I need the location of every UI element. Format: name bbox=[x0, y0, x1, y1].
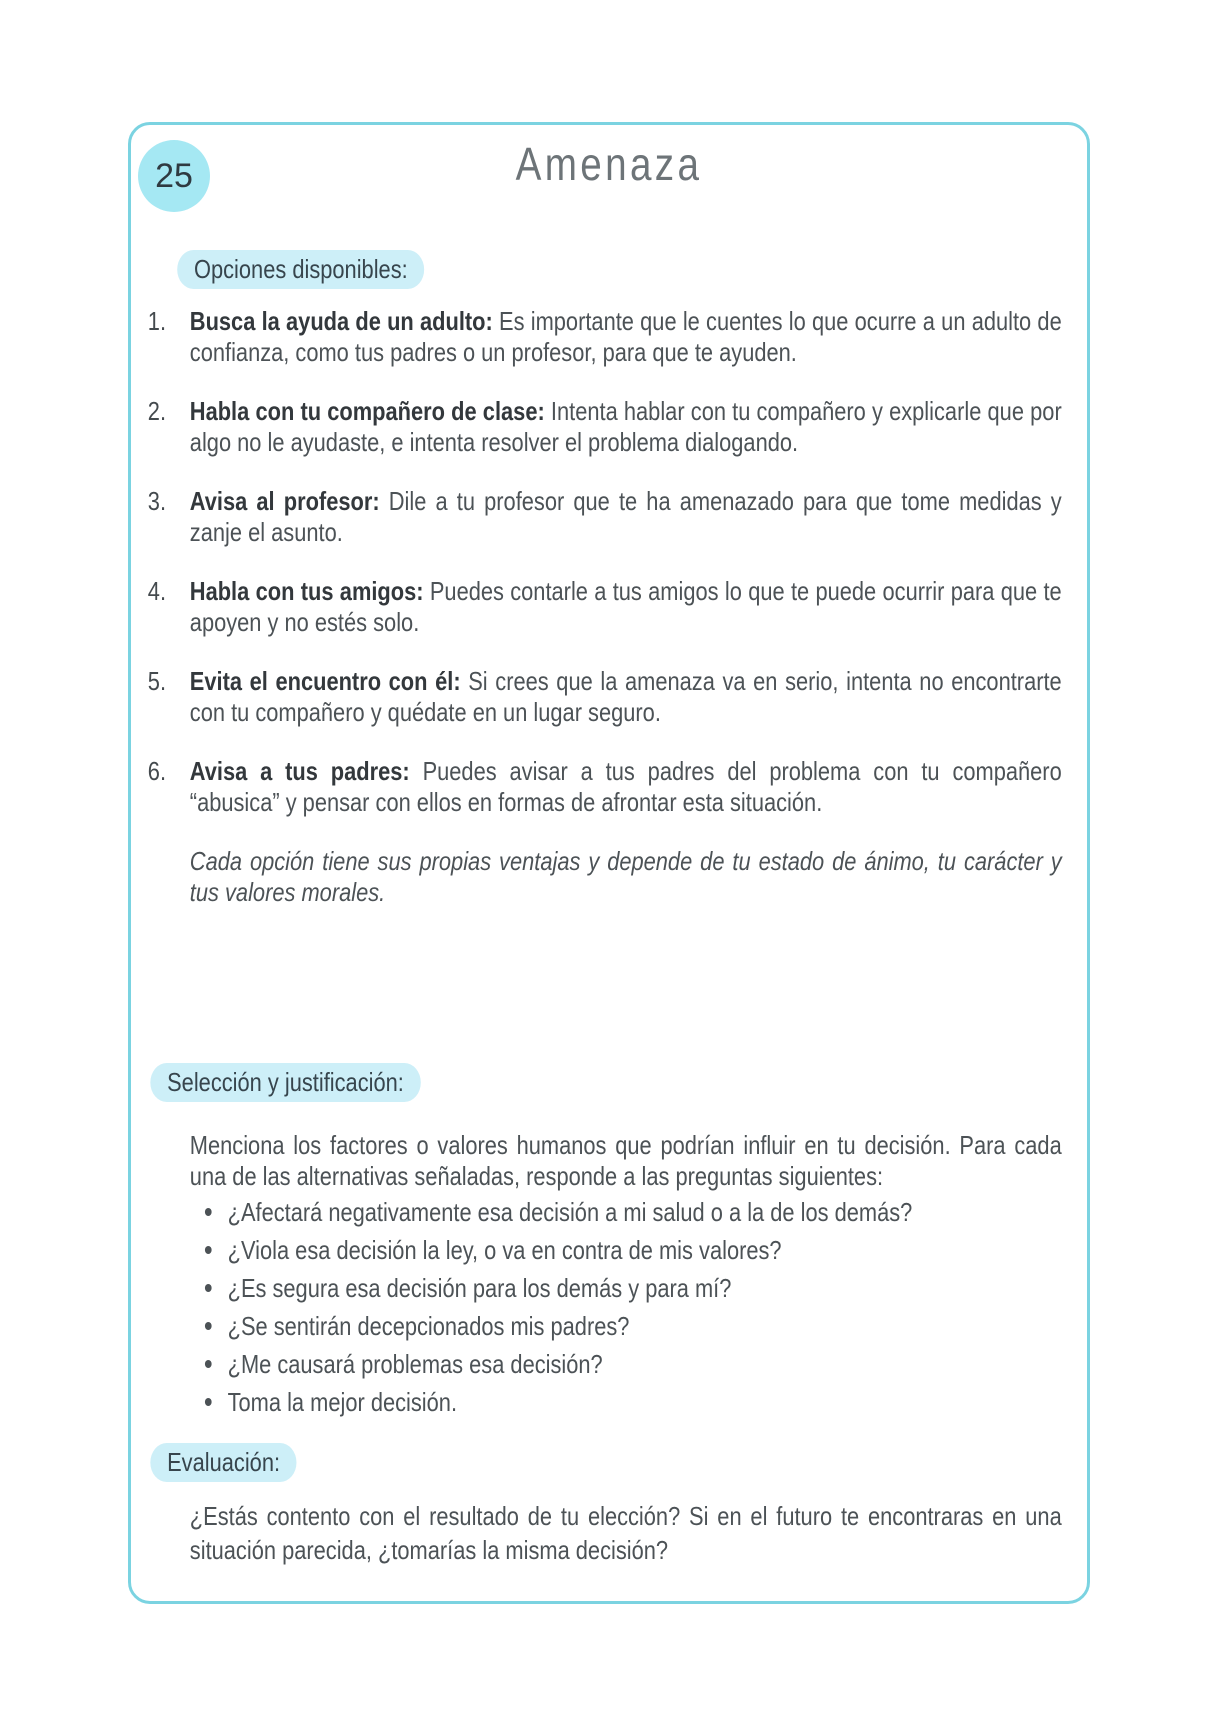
selection-intro: Menciona los factores o valores humanos que podrían influir en tu decisión. Para cada una de las alternativas señaladas, responde a las preguntas siguientes: bbox=[189, 1130, 1062, 1191]
question-item bbox=[205, 1235, 1062, 1266]
option-text bbox=[190, 666, 1062, 728]
question-text: ¿Viola esa decisión la ley, o va en contra de mis valores? bbox=[227, 1235, 782, 1265]
option-number: 4. bbox=[147, 576, 167, 606]
option-body: Dile a tu profesor que te ha amenazado para que tome medidas y zanje el asunto. bbox=[189, 486, 1062, 547]
option-text bbox=[190, 576, 1062, 638]
options-label-row bbox=[131, 189, 1087, 289]
evaluation-label-row bbox=[131, 1425, 1087, 1482]
option-number: 3. bbox=[147, 486, 167, 516]
bullet-dot-icon bbox=[205, 1360, 212, 1368]
option-lead: Busca la ayuda de un adulto: bbox=[189, 306, 493, 336]
option-body: Puedes avisar a tus padres del problema con tu compañero “abusica” y pensar con ellos en formas de afrontar esta situación. bbox=[189, 756, 1062, 817]
section-label-options: Opciones disponibles: bbox=[177, 250, 424, 289]
bullet-dot-icon bbox=[205, 1246, 212, 1254]
question-item bbox=[205, 1197, 1062, 1228]
question-text: ¿Se sentirán decepcionados mis padres? bbox=[227, 1311, 630, 1341]
bullet-dot-icon bbox=[205, 1284, 212, 1292]
option-item bbox=[148, 576, 1062, 638]
option-number: 1. bbox=[147, 306, 167, 336]
bullet-dot-icon bbox=[205, 1322, 212, 1330]
option-body: Es importante que le cuentes lo que ocurre a un adulto de confianza, como tus padres o un profesor, para que te ayuden. bbox=[189, 306, 1062, 367]
question-text: ¿Afectará negativamente esa decisión a mi salud o a la de los demás? bbox=[227, 1197, 913, 1227]
evaluation-text: ¿Estás contento con el resultado de tu elección? Si en el futuro te encontraras en una situación parecida, ¿tomarías la misma decisión? bbox=[189, 1501, 1062, 1565]
section-label-evaluation: Evaluación: bbox=[150, 1443, 297, 1482]
option-lead: Evita el encuentro con él: bbox=[189, 666, 461, 696]
card-content bbox=[131, 139, 1087, 1567]
question-item bbox=[205, 1349, 1062, 1380]
options-note: Cada opción tiene sus propias ventajas y depende de tu estado de ánimo, tu carácter y tus valores morales. bbox=[189, 846, 1062, 907]
selection-label-row bbox=[131, 908, 1087, 1102]
option-item bbox=[148, 396, 1062, 458]
question-text: Toma la mejor decisión. bbox=[227, 1387, 458, 1417]
options-list bbox=[131, 306, 1087, 818]
question-text: ¿Me causará problemas esa decisión? bbox=[227, 1349, 603, 1379]
option-item bbox=[148, 486, 1062, 548]
option-lead: Habla con tu compañero de clase: bbox=[189, 396, 545, 426]
question-item bbox=[205, 1387, 1062, 1418]
option-lead: Habla con tus amigos: bbox=[189, 576, 424, 606]
page-number: 25 bbox=[155, 156, 193, 195]
option-item bbox=[148, 756, 1062, 818]
option-number: 5. bbox=[147, 666, 167, 696]
option-body: Si crees que la amenaza va en serio, intenta no encontrarte con tu compañero y quédate en un lugar seguro. bbox=[189, 666, 1062, 727]
bullet-dot-icon bbox=[205, 1398, 212, 1406]
bullet-dot-icon bbox=[205, 1208, 212, 1216]
question-item bbox=[205, 1311, 1062, 1342]
option-item bbox=[148, 666, 1062, 728]
page-title: Amenaza bbox=[515, 138, 703, 190]
question-text: ¿Es segura esa decisión para los demás y para mí? bbox=[227, 1273, 732, 1303]
option-lead: Avisa a tus padres: bbox=[189, 756, 410, 786]
option-text bbox=[190, 306, 1062, 368]
option-number: 2. bbox=[147, 396, 167, 426]
section-label-selection: Selección y justificación: bbox=[150, 1063, 420, 1102]
option-item bbox=[148, 306, 1062, 368]
question-item bbox=[205, 1273, 1062, 1304]
option-body: Intenta hablar con tu compañero y explicarle que por algo no le ayudaste, e intenta resolver el problema dialogando. bbox=[189, 396, 1062, 457]
questions-list bbox=[131, 1197, 1087, 1418]
option-body: Puedes contarle a tus amigos lo que te puede ocurrir para que te apoyen y no estés solo. bbox=[189, 576, 1062, 637]
option-text bbox=[190, 486, 1062, 548]
option-text bbox=[190, 396, 1062, 458]
option-lead: Avisa al profesor: bbox=[189, 486, 380, 516]
option-number: 6. bbox=[147, 756, 167, 786]
option-text bbox=[190, 756, 1062, 818]
worksheet-card bbox=[128, 122, 1090, 1604]
